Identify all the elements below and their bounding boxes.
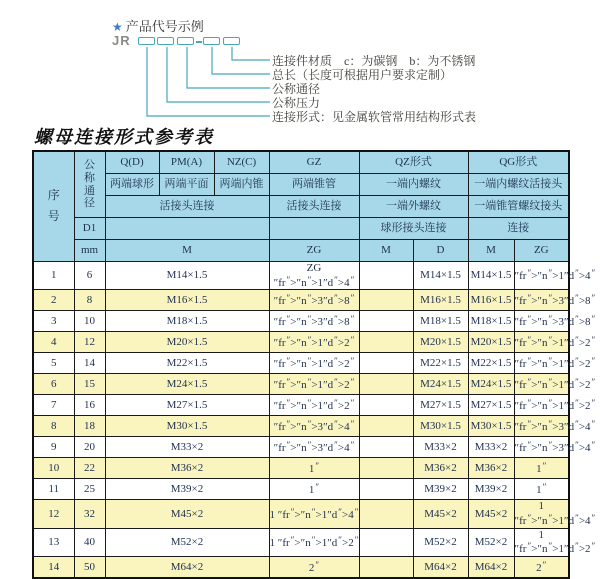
cell-qg-zg: ″fr″>″n″>3″d″>8″ bbox=[514, 290, 569, 311]
cell-qz-m bbox=[359, 437, 413, 458]
cell-qg-m: M64×2 bbox=[468, 557, 514, 579]
cell-gz: ″fr″>″n″>1″d″>2″ bbox=[269, 374, 359, 395]
cell-qz-m bbox=[359, 395, 413, 416]
cell-gz: ″fr″>″n″>1″d″>2″ bbox=[269, 353, 359, 374]
code-dash bbox=[196, 41, 202, 43]
cell-qz-m bbox=[359, 262, 413, 290]
header-qz-row3: 一端外螺纹 bbox=[359, 196, 468, 218]
cell-gz: 1 ″fr″>″n″>1″d″>2″ bbox=[269, 528, 359, 556]
header-ends-gz: 两端锥管 bbox=[269, 174, 359, 196]
cell-no: 7 bbox=[33, 395, 74, 416]
cell-m: M33×2 bbox=[105, 437, 269, 458]
code-box bbox=[177, 37, 194, 45]
header-qg-m: M bbox=[468, 240, 514, 262]
cell-gz: ″fr″>″n″>1″d″>2″ bbox=[269, 332, 359, 353]
cell-qg-m: M27×1.5 bbox=[468, 395, 514, 416]
header-qg-row2: 一端内螺纹活接头 bbox=[468, 174, 569, 196]
header-row-3 bbox=[33, 196, 569, 218]
cell-dn: 20 bbox=[74, 437, 105, 458]
cell-gz: ″fr″>″n″>1″d″>2″ bbox=[269, 395, 359, 416]
header-qz-d: D bbox=[413, 240, 468, 262]
header-qz-title: QZ形式 bbox=[359, 151, 468, 174]
cell-qg-m: M22×1.5 bbox=[468, 353, 514, 374]
code-label: 连接形式：见金属软管常用结构形式表 bbox=[272, 110, 477, 124]
cell-qg-m: M45×2 bbox=[468, 500, 514, 528]
header-row-5 bbox=[33, 240, 569, 262]
cell-no: 11 bbox=[33, 479, 74, 500]
cell-qz-d: M39×2 bbox=[413, 479, 468, 500]
cell-gz: 1 ″fr″>″n″>1″d″>4″ bbox=[269, 500, 359, 528]
code-labels bbox=[272, 54, 476, 124]
cell-m: M27×1.5 bbox=[105, 395, 269, 416]
cell-dn: 18 bbox=[74, 416, 105, 437]
cell-qz-d: M24×1.5 bbox=[413, 374, 468, 395]
product-code-prefix: JR bbox=[112, 33, 131, 48]
cell-qz-d: M64×2 bbox=[413, 557, 468, 579]
cell-qz-d: M20×1.5 bbox=[413, 332, 468, 353]
cell-m: M20×1.5 bbox=[105, 332, 269, 353]
reference-table bbox=[32, 150, 596, 579]
cell-no: 6 bbox=[33, 374, 74, 395]
cell-gz: 1″ bbox=[269, 458, 359, 479]
header-qg-row4: 连接 bbox=[468, 218, 569, 240]
cell-gz: 1″ bbox=[269, 479, 359, 500]
header-qz-row4: 球形接头连接 bbox=[359, 218, 468, 240]
cell-dn: 40 bbox=[74, 528, 105, 556]
table-row bbox=[33, 262, 569, 290]
cell-gz: ″fr″>″n″>3″d″>8″ bbox=[269, 290, 359, 311]
cell-qz-d: M45×2 bbox=[413, 500, 468, 528]
table-row bbox=[33, 311, 569, 332]
table-row bbox=[33, 395, 569, 416]
cell-dn: 16 bbox=[74, 395, 105, 416]
cell-qz-d: M30×1.5 bbox=[413, 416, 468, 437]
table-row bbox=[33, 437, 569, 458]
table-row bbox=[33, 557, 569, 579]
table-title: 螺母连接形式参考表 bbox=[34, 127, 214, 147]
header-d1: D1 bbox=[74, 218, 105, 240]
table-row bbox=[33, 458, 569, 479]
cell-dn: 15 bbox=[74, 374, 105, 395]
cell-qg-zg: ″fr″>″n″>1″d″>4″ bbox=[514, 262, 569, 290]
header-row-4 bbox=[33, 218, 569, 240]
cell-dn: 14 bbox=[74, 353, 105, 374]
table-row bbox=[33, 416, 569, 437]
cell-qz-m bbox=[359, 353, 413, 374]
cell-qg-zg: ″fr″>″n″>3″d″>4″ bbox=[514, 437, 569, 458]
cell-m: M18×1.5 bbox=[105, 311, 269, 332]
cell-gz: ″fr″>″n″>3″d″>4″ bbox=[269, 416, 359, 437]
cell-m: M22×1.5 bbox=[105, 353, 269, 374]
cell-m: M36×2 bbox=[105, 458, 269, 479]
cell-qz-m bbox=[359, 528, 413, 556]
cell-qg-m: M16×1.5 bbox=[468, 290, 514, 311]
header-code-qd: Q(D) bbox=[105, 151, 159, 174]
cell-no: 4 bbox=[33, 332, 74, 353]
header-row-1 bbox=[33, 151, 569, 174]
cell-no: 12 bbox=[33, 500, 74, 528]
header-zg: ZG bbox=[269, 240, 359, 262]
header-seq: 序 号 bbox=[33, 151, 74, 262]
header-code-pma: PM(A) bbox=[159, 151, 214, 174]
header-ends-pma: 两端平面 bbox=[159, 174, 214, 196]
header-mm: mm bbox=[74, 240, 105, 262]
code-box bbox=[138, 37, 155, 45]
cell-no: 9 bbox=[33, 437, 74, 458]
table-row bbox=[33, 500, 569, 528]
table-row bbox=[33, 528, 569, 556]
header-union-joint: 活接头连接 bbox=[105, 196, 269, 218]
header-qg-title: QG形式 bbox=[468, 151, 569, 174]
cell-qz-m bbox=[359, 557, 413, 579]
cell-gz: ZG ″fr″>″n″>1″d″>4″ bbox=[269, 262, 359, 290]
cell-m: M45×2 bbox=[105, 500, 269, 528]
table-row bbox=[33, 353, 569, 374]
table-row bbox=[33, 479, 569, 500]
cell-qz-d: M14×1.5 bbox=[413, 262, 468, 290]
code-label: 连接件材质 c：为碳钢 b：为不锈钢 bbox=[272, 54, 476, 68]
cell-qz-m bbox=[359, 416, 413, 437]
cell-qg-zg: 1 ″fr″>″n″>1″d″>2″ bbox=[514, 528, 596, 556]
cell-qz-d: M16×1.5 bbox=[413, 290, 468, 311]
cell-m: M39×2 bbox=[105, 479, 269, 500]
cell-dn: 50 bbox=[74, 557, 105, 579]
cell-no: 8 bbox=[33, 416, 74, 437]
cell-qg-zg: ″fr″>″n″>3″d″>8″ bbox=[514, 311, 569, 332]
table-row bbox=[33, 374, 569, 395]
cell-qg-m: M24×1.5 bbox=[468, 374, 514, 395]
header-row-2 bbox=[33, 174, 569, 196]
cell-qz-d: M36×2 bbox=[413, 458, 468, 479]
cell-no: 1 bbox=[33, 262, 74, 290]
code-label: 公称通径 bbox=[272, 82, 321, 96]
cell-dn: 8 bbox=[74, 290, 105, 311]
star-icon: ★ bbox=[112, 20, 123, 34]
cell-qz-m bbox=[359, 500, 413, 528]
header-ends-nzc: 两端内锥 bbox=[214, 174, 269, 196]
cell-qz-d: M27×1.5 bbox=[413, 395, 468, 416]
header-nominal-diameter: 公 称 通 径 bbox=[74, 151, 105, 218]
cell-gz: 2″ bbox=[269, 557, 359, 579]
table-row bbox=[33, 290, 569, 311]
header-code-nzc: NZ(C) bbox=[214, 151, 269, 174]
header-qz-m: M bbox=[359, 240, 413, 262]
cell-qz-m bbox=[359, 332, 413, 353]
cell-m: M16×1.5 bbox=[105, 290, 269, 311]
header-qz-row2: 一端内螺纹 bbox=[359, 174, 468, 196]
code-box bbox=[203, 37, 220, 45]
cell-qz-d: M33×2 bbox=[413, 437, 468, 458]
product-code-heading-text: 产品代号示例 bbox=[125, 19, 204, 34]
cell-no: 14 bbox=[33, 557, 74, 579]
cell-qz-m bbox=[359, 311, 413, 332]
code-box bbox=[157, 37, 174, 45]
cell-qz-d: M22×1.5 bbox=[413, 353, 468, 374]
header-union-joint-gz: 活接头连接 bbox=[269, 196, 359, 218]
cell-qz-m bbox=[359, 458, 413, 479]
cell-qg-m: M20×1.5 bbox=[468, 332, 514, 353]
code-box bbox=[223, 37, 240, 45]
cell-dn: 10 bbox=[74, 311, 105, 332]
cell-dn: 6 bbox=[74, 262, 105, 290]
cell-qg-zg: ″fr″>″n″>1″d″>2″ bbox=[514, 374, 569, 395]
cell-qg-zg: ″fr″>″n″>1″d″>2″ bbox=[514, 395, 569, 416]
cell-qg-m: M14×1.5 bbox=[468, 262, 514, 290]
cell-m: M24×1.5 bbox=[105, 374, 269, 395]
table-body bbox=[33, 262, 596, 579]
table-row bbox=[33, 332, 569, 353]
cell-qz-m bbox=[359, 374, 413, 395]
header-qg-zg: ZG bbox=[514, 240, 569, 262]
cell-gz: ″fr″>″n″>3″d″>4″ bbox=[269, 437, 359, 458]
cell-qg-m: M39×2 bbox=[468, 479, 514, 500]
cell-no: 3 bbox=[33, 311, 74, 332]
code-label: 总长（长度可根据用户要求定制） bbox=[272, 68, 453, 82]
header-d1-blank bbox=[105, 218, 269, 240]
cell-no: 10 bbox=[33, 458, 74, 479]
cell-dn: 22 bbox=[74, 458, 105, 479]
cell-qg-zg: ″fr″>″n″>1″d″>2″ bbox=[514, 332, 569, 353]
cell-m: M64×2 bbox=[105, 557, 269, 579]
code-label: 公称压力 bbox=[272, 96, 321, 110]
cell-m: M52×2 bbox=[105, 528, 269, 556]
cell-dn: 25 bbox=[74, 479, 105, 500]
cell-qg-m: M33×2 bbox=[468, 437, 514, 458]
cell-qg-m: M30×1.5 bbox=[468, 416, 514, 437]
header-qg-row3: 一端锥管螺纹接头 bbox=[468, 196, 569, 218]
header-d1-blank-gz bbox=[269, 218, 359, 240]
cell-qg-m: M36×2 bbox=[468, 458, 514, 479]
cell-gz: ″fr″>″n″>3″d″>8″ bbox=[269, 311, 359, 332]
connector-lines bbox=[112, 47, 274, 119]
cell-qz-d: M18×1.5 bbox=[413, 311, 468, 332]
cell-no: 2 bbox=[33, 290, 74, 311]
cell-dn: 12 bbox=[74, 332, 105, 353]
cell-qg-zg: ″fr″>″n″>3″d″>4″ bbox=[514, 416, 569, 437]
cell-m: M30×1.5 bbox=[105, 416, 269, 437]
header-code-gz: GZ bbox=[269, 151, 359, 174]
cell-qz-m bbox=[359, 290, 413, 311]
cell-qg-zg: ″fr″>″n″>1″d″>2″ bbox=[514, 353, 569, 374]
cell-qg-m: M18×1.5 bbox=[468, 311, 514, 332]
cell-qg-m: M52×2 bbox=[468, 528, 514, 556]
cell-m: M14×1.5 bbox=[105, 262, 269, 290]
cell-qz-d: M52×2 bbox=[413, 528, 468, 556]
cell-qg-zg: 1″ bbox=[514, 458, 569, 479]
header-ends-qd: 两端球形 bbox=[105, 174, 159, 196]
cell-dn: 32 bbox=[74, 500, 105, 528]
cell-no: 13 bbox=[33, 528, 74, 556]
cell-qg-zg: 1 ″fr″>″n″>1″d″>4″ bbox=[514, 500, 596, 528]
cell-qg-zg: 1″ bbox=[514, 479, 569, 500]
cell-qz-m bbox=[359, 479, 413, 500]
header-m: M bbox=[105, 240, 269, 262]
cell-qg-zg: 2″ bbox=[514, 557, 569, 579]
cell-no: 5 bbox=[33, 353, 74, 374]
